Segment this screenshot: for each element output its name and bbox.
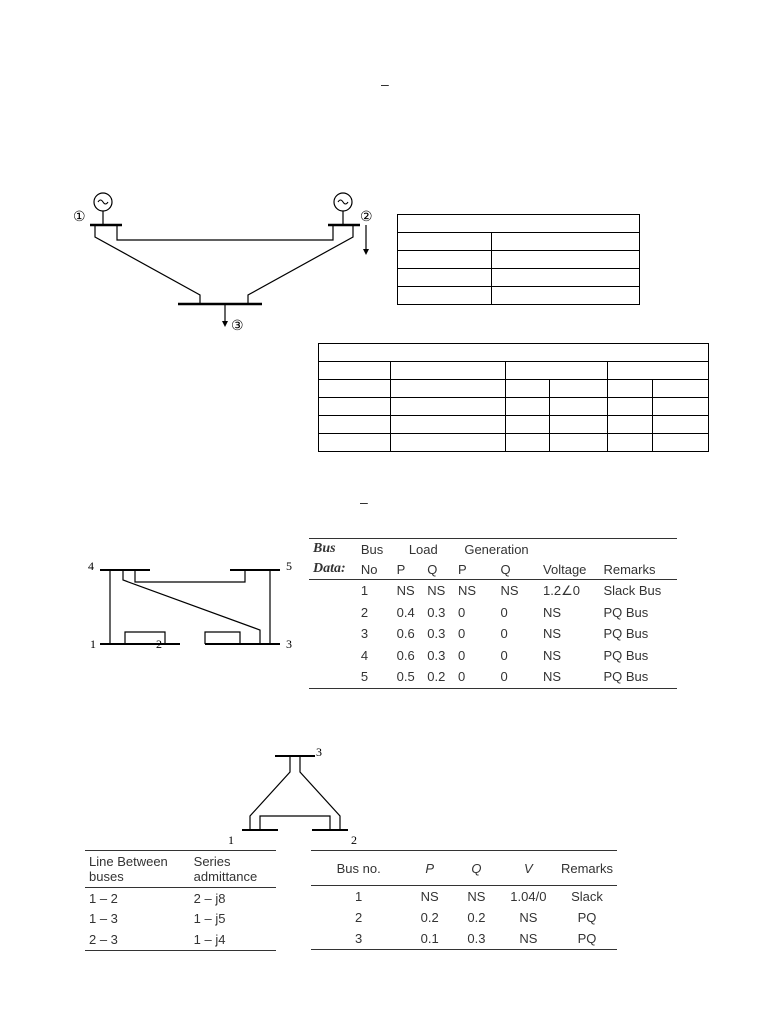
bus-data-label-1: Bus	[313, 541, 336, 556]
three-bus-diagram-2	[220, 742, 360, 848]
table-row	[309, 645, 677, 667]
col-remarks: Remarks	[603, 561, 656, 577]
load-arrow-icon	[363, 249, 369, 255]
bus-label-1: 1	[90, 637, 96, 651]
cell-gen-p: 0	[457, 604, 466, 620]
col-bus-header-2: No	[360, 561, 378, 577]
cell-p: NS	[420, 889, 439, 904]
table-row	[85, 929, 276, 950]
bus-label-3: ③	[231, 319, 244, 334]
cell-bus: 2	[355, 910, 363, 925]
cell-bus: 3	[355, 931, 363, 946]
cell-load-p: 0.5	[396, 669, 415, 685]
empty-table-1	[397, 214, 640, 305]
dash-middle: –	[360, 494, 368, 510]
bus-label-2: ②	[360, 210, 373, 225]
cell-bus: 3	[360, 626, 369, 642]
col-load-p: P	[396, 561, 406, 577]
cell-gen-p: NS	[457, 583, 477, 599]
cell-load-q: 0.3	[427, 626, 446, 642]
cell-remarks: PQ Bus	[603, 626, 649, 642]
table-row	[311, 907, 617, 928]
table-row	[85, 909, 276, 930]
col-admittance-header-2: admittance	[193, 869, 258, 884]
cell-voltage: NS	[543, 647, 562, 663]
col-gen-q: Q	[500, 561, 511, 577]
col-q: Q	[471, 860, 482, 876]
cell-q: 0.3	[467, 931, 486, 946]
cell-v: 1.04/0	[510, 889, 547, 904]
cell-voltage: NS	[543, 604, 562, 620]
cell-gen-p: 0	[457, 626, 466, 642]
three-bus-diagram-1	[70, 185, 380, 335]
col-voltage: Voltage	[543, 561, 587, 577]
col-bus-header-1: Bus	[360, 541, 384, 557]
col-load-q: Q	[427, 561, 438, 577]
dash-top: –	[381, 76, 389, 92]
table-row	[311, 928, 617, 949]
bus-label-2: 2	[351, 833, 357, 847]
empty-table-2	[318, 343, 709, 452]
cell-bus: 5	[360, 669, 369, 685]
cell-load-p: 0.6	[396, 626, 415, 642]
cell-load-q: 0.2	[427, 669, 446, 685]
cell-v: NS	[519, 910, 538, 925]
table-row	[309, 580, 677, 602]
cell-voltage: 1.2∠0	[543, 582, 580, 598]
cell-bus: 1	[360, 583, 369, 599]
cell-buses: 1 – 2	[89, 890, 118, 906]
cell-q: 0.2	[467, 910, 486, 925]
cell-p: 0.2	[420, 910, 439, 925]
table-row	[85, 888, 276, 909]
col-line-header-2: buses	[89, 869, 124, 884]
bus-label-3: 3	[286, 637, 292, 651]
bus-label-1: 1	[228, 833, 234, 847]
cell-voltage: NS	[543, 626, 562, 642]
cell-gen-p: 0	[457, 647, 466, 663]
col-bus-no: Bus no.	[336, 860, 381, 876]
load-group-header: Load	[408, 541, 438, 557]
cell-q: NS	[467, 889, 486, 904]
col-line-header-1: Line Between	[89, 854, 168, 869]
bus-data-table	[309, 538, 677, 689]
cell-p: 0.1	[420, 931, 439, 946]
cell-bus: 2	[360, 604, 369, 620]
cell-gen-q: NS	[500, 583, 519, 599]
cell-gen-q: 0	[500, 669, 508, 685]
cell-load-p: 0.4	[396, 604, 415, 620]
col-remarks: Remarks	[560, 860, 613, 876]
cell-remarks: PQ Bus	[603, 669, 649, 685]
cell-gen-q: 0	[500, 626, 508, 642]
cell-admittance: 2 – j8	[193, 890, 226, 906]
col-admittance-header-1: Series	[193, 854, 231, 869]
cell-load-p: 0.6	[396, 647, 415, 663]
table-row	[309, 666, 677, 688]
cell-remarks: Slack Bus	[603, 583, 662, 599]
bus-data-table-2	[311, 850, 617, 950]
cell-load-q: NS	[427, 583, 446, 599]
cell-remarks: PQ Bus	[603, 647, 649, 663]
bus-label-5: 5	[286, 559, 292, 573]
cell-buses: 1 – 3	[89, 911, 118, 927]
cell-admittance: 1 – j4	[193, 931, 226, 947]
cell-remarks: Slack	[571, 889, 603, 904]
cell-gen-q: 0	[500, 604, 508, 620]
five-bus-diagram	[85, 555, 300, 655]
table-row	[309, 623, 677, 645]
generation-group-header: Generation	[464, 541, 529, 557]
cell-gen-p: 0	[457, 669, 466, 685]
cell-load-p: NS	[396, 583, 415, 599]
cell-remarks: PQ	[577, 931, 597, 946]
cell-bus: 1	[355, 889, 363, 904]
cell-remarks: PQ Bus	[603, 604, 649, 620]
cell-bus: 4	[360, 647, 369, 663]
col-v: V	[524, 860, 533, 876]
cell-load-q: 0.3	[427, 604, 446, 620]
col-p: P	[425, 860, 435, 876]
cell-buses: 2 – 3	[89, 931, 118, 947]
bus-label-4: 4	[88, 559, 94, 573]
table-row	[309, 602, 677, 624]
load-arrow-icon	[222, 321, 228, 327]
bus-data-label-2: Data:	[313, 561, 346, 576]
col-gen-p: P	[457, 561, 467, 577]
cell-remarks: PQ	[577, 910, 597, 925]
line-data-table	[85, 850, 276, 951]
cell-gen-q: 0	[500, 647, 508, 663]
cell-voltage: NS	[543, 669, 562, 685]
cell-v: NS	[519, 931, 538, 946]
bus-label-2: 2	[156, 637, 162, 651]
bus-label-3: 3	[316, 745, 322, 759]
bus-label-1: ①	[73, 210, 86, 225]
cell-load-q: 0.3	[427, 647, 446, 663]
table-row	[311, 886, 617, 908]
cell-admittance: 1 – j5	[193, 911, 226, 927]
